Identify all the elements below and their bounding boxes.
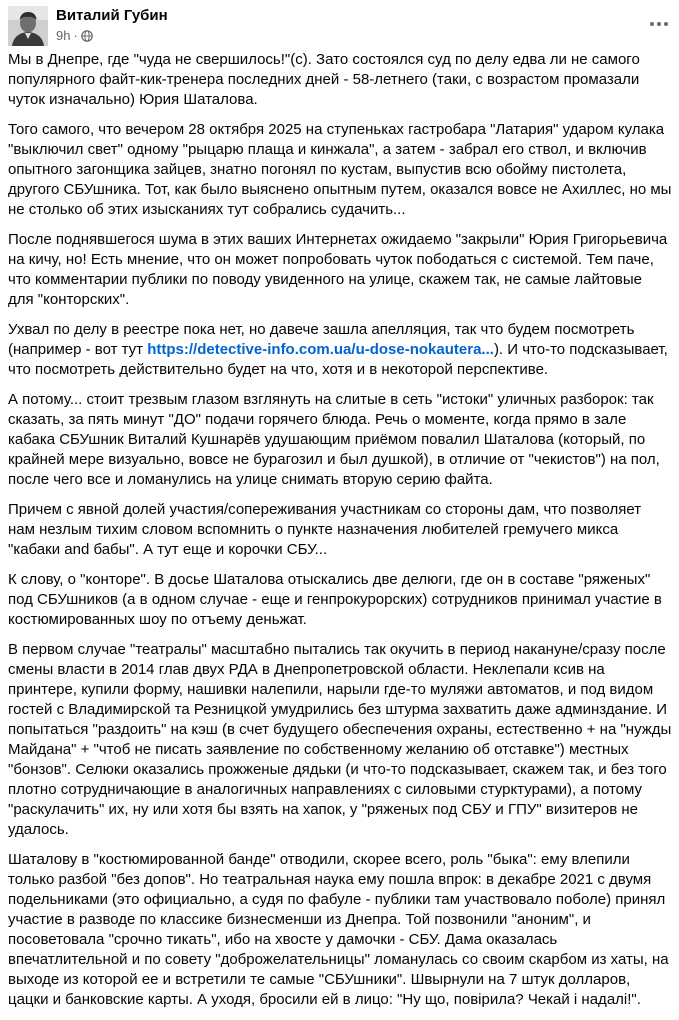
post-header — [0, 0, 679, 48]
paragraph-4-before: Ухвал по делу в реестре пока нет, но давече зашла апелляция, так что будем посмотреть (например - вот тут — [8, 321, 635, 358]
globe-icon[interactable] — [81, 30, 93, 42]
paragraph-8: В первом случае "театралы" масштабно пытались так окучить в период накануне/сразу после смены власти в 2014 глав двух РДА в Днепропетровской области. Неклепали ксив на принтере, купили форму, нашивки налепили, нарыли где-то муляжи автоматов, и под видом гостей с Владимирской та Резницкой умудрились без штурма захватить даже админздание. И попытаться "раздоить" на кэш (в счет будущего обеспечения охраны, естественно + на "нужды Майдана" + "чтоб не писать заявление по собственному желанию об отставке") местных "бонзов". Селюки оказались прожженые дядьки (и что-то подсказывает, скажем так, и без того плотно сотрудничающие в аналогичных направлениях с силовыми стурктурами), а потому "раскулачить" их, ну или хотя бы взять на хапок, у "ряженых под СБУ и ГПУ" визитеров не удалось. — [8, 641, 672, 838]
post-time[interactable]: 9h — [56, 28, 71, 43]
post-meta — [56, 28, 93, 43]
paragraph-2: Того самого, что вечером 28 октября 2025 на ступеньках гастробара "Латария" ударом кулака "выключил свет" одному "рыцарю плаща и кинжала", а затем - забрал его ствол, и включив опытного загонщика зайцев, знатно погонял по кустам, выпустив всю обойму пистолета, другого СБУшника. Тот, как было выяснено опытным путем, оказался вовсе не Ахиллес, но мы не столько об этих изысканиях тут собрались судачить... — [8, 121, 672, 218]
post-text — [8, 50, 672, 1020]
avatar-photo — [8, 6, 48, 46]
author-name[interactable]: Виталий Губин — [56, 7, 168, 24]
paragraph-4 — [8, 320, 672, 380]
article-link[interactable]: https://detective-info.com.ua/u-dose-nokautera... — [147, 341, 494, 358]
paragraph-9: Шаталову в "костюмированной банде" отводили, скорее всего, роль "быка": ему влепили только разбой "без допов". Но театральная наука ему пошла впрок: в декабре 2021 с двумя подельниками (это официально, а судя по фабуле - публики там участвовало поболе) принял участие в разводе по классике бизнесменши из Днепра. Той позвонили "аноним", и посоветовала "срочно тикать", ибо на хвосте у дамочки - СБУ. Дама оказалась впечатлительной и по совету "доброжелательницы" ломанулась со своим скарбом из хаты, на выходе из которой ее и встретили те самые "СБУшники". Швырнули на 7 штук долларов, цацки и банковские карты. А уходя, бросили ей в лицо: "Ну що, повірила? Чекай і надалі!". — [8, 851, 669, 1008]
meta-separator: · — [73, 28, 78, 43]
more-options-button[interactable] — [645, 10, 673, 38]
paragraph-5: А потому... стоит трезвым глазом взглянуть на слитые в сеть "истоки" уличных разборок: так сказать, за пять минут "ДО" подачи горячего блюда. Речь о моменте, когда прямо в зале кабака СБУшник Виталий Кушнарёв удушающим приёмом повалил Шаталова (который, по крайней мере визуально, вовсе не бурагозил и был душкой), в отличие от "чекистов") на пол, после чего все и ломанулись на улице снимать вторую серию файта. — [8, 391, 660, 488]
paragraph-3: После поднявшегося шума в этих ваших Интернетах ожидаемо "закрыли" Юрия Григорьевича на кичу, но! Есть мнение, что он может попробовать чуток пободаться с системой. Тем паче, что комментарии публики по поводу увиденного на улице, скажем так, не самые лайтовые для "конторских". — [8, 231, 668, 308]
avatar[interactable] — [8, 6, 48, 46]
paragraph-4-after: ). И что-то подсказывает, что посмотреть действительно будет на что, хотя и в некоторой перспективе. — [8, 341, 668, 378]
paragraph-1: Мы в Днепре, где "чуда не свершилось!"(с). Зато состоялся суд по делу едва ли не самого популярного файт-кик-тренера последних дней - 58-летнего (таки, с возрастом промазали чуток изначально) Юрия Шаталова. — [8, 51, 640, 108]
paragraph-6: Причем с явной долей участия/сопереживания участникам со стороны дам, что позволяет нам незлым тихим словом вспомнить о пункте назначения любителей гремучего микса "кабаки and бабы". А тут еще и корочки СБУ... — [8, 501, 642, 558]
more-horizontal-icon — [649, 21, 669, 27]
paragraph-7: К слову, о "конторе". В досье Шаталова отыскались две делюги, где он в составе "ряженых" под СБУшников (а в одном случае - еще и генпрокурорских) сотрудников принимал участие в костюмированных шоу по отъему деньжат. — [8, 571, 662, 628]
